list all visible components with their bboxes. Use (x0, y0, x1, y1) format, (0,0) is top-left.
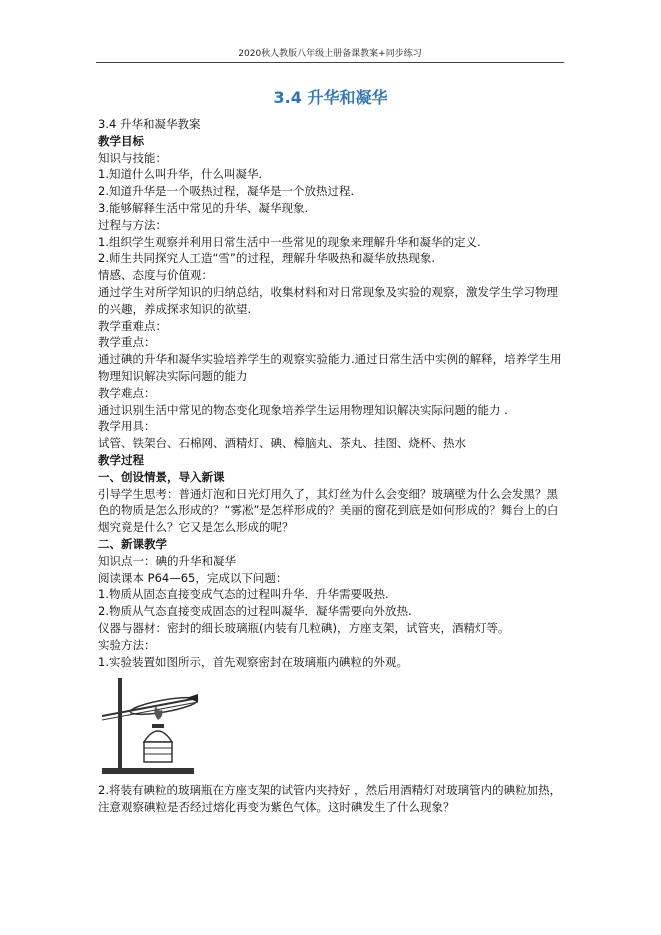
header-rule (96, 62, 564, 63)
knowledge-point-1: 知识点一：碘的升华和凝华 (98, 553, 236, 568)
heading-goals: 教学目标 (98, 133, 144, 148)
iodine-apparatus-figure (98, 676, 208, 776)
clamp-arm (102, 702, 198, 720)
step-1: 1.实验装置如图所示，首先观察密封在玻璃瓶内碘粒的外观。 (98, 654, 408, 669)
method-label: 实验方法： (98, 637, 156, 652)
equipment-line: 仪器与器材：密封的细长玻璃瓶(内装有几粒碘)，方座支架，试管夹，酒精灯等。 (98, 620, 510, 635)
question-2: 2.物质从气态直接变成固态的过程叫凝华．凝华需要向外放热. (98, 604, 412, 619)
stand-rod (118, 678, 122, 772)
process-item: 2.师生共同探究人工造“雪”的过程，理解升华吸热和凝华放热现象. (98, 251, 436, 266)
process-item: 1.组织学生观察并利用日常生活中一些常见的现象来理解升华和凝华的定义. (98, 234, 481, 249)
attitude-label: 情感、态度与价值观： (98, 268, 213, 283)
tools-label: 教学用具： (98, 419, 156, 434)
skills-label: 知识与技能： (98, 150, 167, 165)
reading-instruction: 阅读课本 P64—65，完成以下问题： (98, 570, 288, 585)
difficulty-label: 教学难点： (98, 385, 156, 400)
tools-paragraph: 试管、铁架台、石棉网、酒精灯、碘、樟脑丸、茶丸、挂图、烧杯、热水 (98, 436, 466, 451)
stand-base (102, 768, 194, 774)
situation-paragraph: 引导学生思考：普通灯泡和日光灯用久了，其灯丝为什么会变细？玻璃壁为什么会发黑？黑色的物质是怎么形成的？“雾凇”是怎样形成的？美丽的窗花到底是如何形成的？舞台上的白烟究竟是什么？它又是怎么形成的呢？ (98, 486, 559, 535)
process-label: 过程与方法： (98, 217, 167, 232)
question-1: 1.物质从固态直接变成气态的过程叫升华．升华需要吸热. (98, 587, 389, 602)
subtitle: 3.4 升华和凝华教案 (98, 117, 201, 131)
skills-item: 2.知道升华是一个吸热过程，凝华是一个放热过程. (98, 184, 355, 199)
heading-situation: 一、创设情景，导入新课 (98, 469, 225, 484)
difficulty-paragraph: 通过识别生活中常见的物态变化现象培养学生运用物理知识解决实际问题的能力 . (98, 402, 508, 417)
document-title: 3.4 升华和凝华 (273, 88, 388, 107)
skills-item: 3.能够解释生活中常见的升华、凝华现象. (98, 200, 309, 215)
key-point-paragraph: 通过碘的升华和凝华实验培养学生的观察实验能力.通过日常生活中实例的解释，培养学生用物理知识解决实际问题的能力 (98, 352, 562, 383)
skills-item: 1.知道什么叫升华，什么叫凝华. (98, 167, 263, 182)
lamp-body (144, 742, 172, 762)
document-body (98, 116, 564, 816)
key-point-label: 教学重点： (98, 335, 156, 350)
wick-holder (152, 724, 164, 728)
flame (154, 706, 162, 720)
heading-process: 教学过程 (98, 452, 144, 467)
key-difficulty-label: 教学重难点： (98, 318, 167, 333)
lamp-top (144, 731, 172, 742)
heading-new-lesson: 二、新课教学 (98, 536, 167, 551)
step-2: 2.将装有碘粒的玻璃瓶在方座支架的试管内夹持好 ，然后用酒精灯对玻璃管内的碘粒加热，注意观察碘粒是否经过熔化再变为紫色气体。这时碘发生了什么现象？ (98, 783, 562, 815)
page-header: 2020秋人教版八年级上册备课教案+同步练习 (238, 49, 422, 59)
attitude-paragraph: 通过学生对所学知识的归纳总结，收集材料和对日常现象及实验的观察，激发学生学习物理的兴趣，养成探求知识的欲望. (98, 284, 558, 316)
